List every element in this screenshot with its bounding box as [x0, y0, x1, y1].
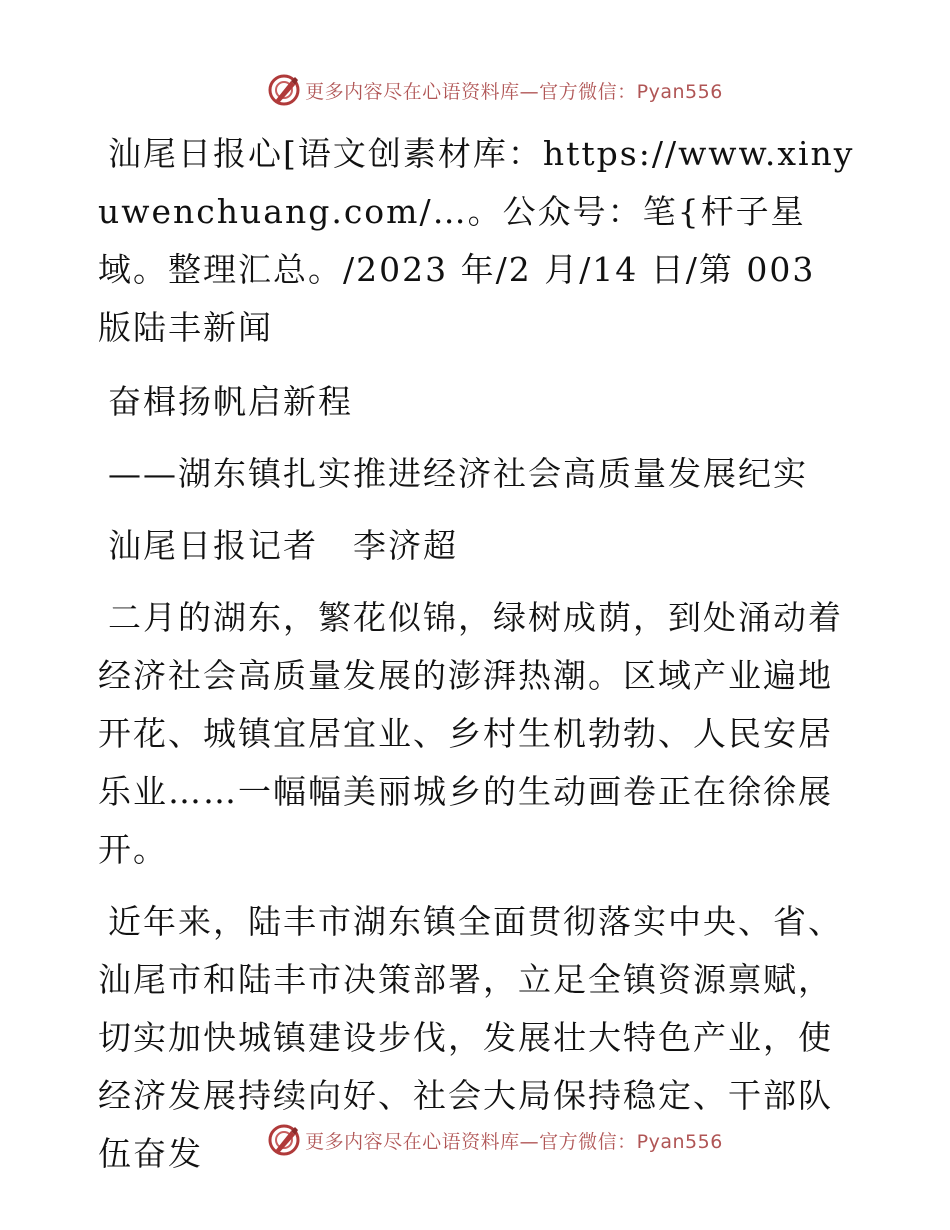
article-subtitle: ——湖东镇扎实推进经济社会高质量发展纪实 [108, 454, 808, 493]
header-watermark-text: 更多内容尽在心语资料库—官方微信：Pyan556 [305, 80, 723, 103]
header-watermark-inner [267, 73, 723, 107]
footer-watermark-inner [267, 1123, 723, 1157]
header-watermark-banner [0, 70, 950, 110]
source-line: 汕尾日报心[语文创素材库：https://www.xinyuwenchuang.com/…。公众号：笔{杆子星域。整理汇总。/2023 年/2 月/14 日/第 003 版陆丰新闻 [98, 134, 855, 347]
body-paragraph: 近年来，陆丰市湖东镇全面贯彻落实中央、省、汕尾市和陆丰市决策部署，立足全镇资源禀赋，切实加快城镇建设步伐，发展壮大特色产业，使经济发展持续向好、社会大局保持稳定、干部队伍奋发 [98, 902, 843, 1173]
footer-watermark-banner [0, 1120, 950, 1160]
article-byline: 汕尾日报记者 李济超 [108, 526, 458, 565]
article-title: 奋楫扬帆启新程 [108, 382, 353, 421]
document-body [98, 125, 858, 1197]
pen-logo-icon [267, 1123, 301, 1157]
body-paragraph: 二月的湖东，繁花似锦，绿树成荫，到处涌动着经济社会高质量发展的澎湃热潮。区域产业遍地开花、城镇宜居宜业、乡村生机勃勃、人民安居乐业……一幅幅美丽城乡的生动画卷正在徐徐展开。 [98, 598, 843, 869]
pen-logo-icon [267, 73, 301, 107]
footer-watermark-text: 更多内容尽在心语资料库—官方微信：Pyan556 [305, 1130, 723, 1153]
